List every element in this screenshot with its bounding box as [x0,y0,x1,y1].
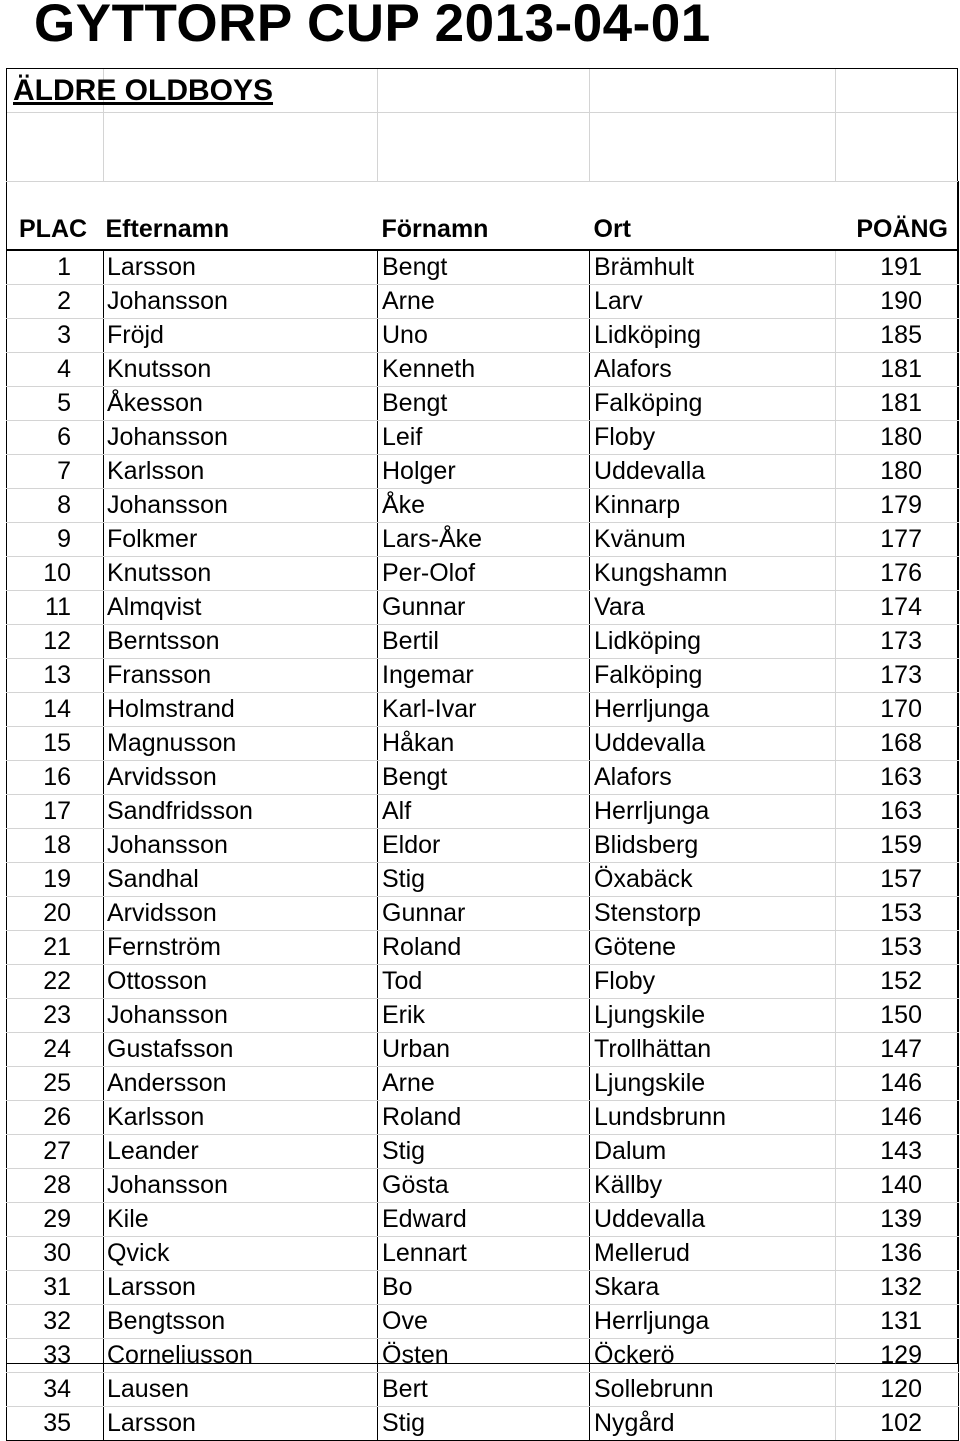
cell-plac: 15 [7,726,104,760]
cell-points: 120 [836,1372,959,1406]
table-row [7,896,959,930]
cell-points: 177 [836,522,959,556]
cell-first-name: Östen [378,1338,590,1372]
cell-city: Kungshamn [590,556,836,590]
cell-points: 173 [836,658,959,692]
cell-points: 152 [836,964,959,998]
cell-first-name: Per-Olof [378,556,590,590]
cell-plac: 23 [7,998,104,1032]
cell-plac: 19 [7,862,104,896]
table-row [7,386,959,420]
cell-first-name: Tod [378,964,590,998]
cell-city: Herrljunga [590,1304,836,1338]
cell-plac: 29 [7,1202,104,1236]
table-row [7,692,959,726]
cell-city: Uddevalla [590,726,836,760]
cell-points: 139 [836,1202,959,1236]
cell-points: 179 [836,488,959,522]
cell-city: Brämhult [590,250,836,285]
cell-first-name: Urban [378,1032,590,1066]
col-header-last-name: Efternamn [104,182,378,250]
cell-first-name: Bertil [378,624,590,658]
cell-plac: 8 [7,488,104,522]
table-row [7,1304,959,1338]
cell-plac: 14 [7,692,104,726]
cell-city: Lidköping [590,318,836,352]
table-row [7,930,959,964]
cell-points: 180 [836,454,959,488]
cell-plac: 10 [7,556,104,590]
cell-plac: 3 [7,318,104,352]
cell-points: 146 [836,1100,959,1134]
col-header-points: POÄNG [836,182,959,250]
cell-plac: 20 [7,896,104,930]
cell-points: 157 [836,862,959,896]
cell-last-name: Johansson [104,998,378,1032]
cell-first-name: Stig [378,862,590,896]
cell-points: 176 [836,556,959,590]
cell-points: 153 [836,930,959,964]
cell-first-name: Karl-Ivar [378,692,590,726]
cell-city: Uddevalla [590,1202,836,1236]
cell-last-name: Kile [104,1202,378,1236]
cell-points: 185 [836,318,959,352]
cell-last-name: Karlsson [104,454,378,488]
cell-plac: 12 [7,624,104,658]
cell-city: Lidköping [590,624,836,658]
cell-first-name: Lars-Åke [378,522,590,556]
cell-last-name: Johansson [104,284,378,318]
cell-city: Vara [590,590,836,624]
table-row [7,828,959,862]
cell-points: 140 [836,1168,959,1202]
cell-last-name: Berntsson [104,624,378,658]
cell-points: 190 [836,284,959,318]
table-row [7,1270,959,1304]
cell-plac: 18 [7,828,104,862]
cell-plac: 31 [7,1270,104,1304]
col-header-first-name: Förnamn [378,182,590,250]
cell-points: 163 [836,760,959,794]
cell-last-name: Karlsson [104,1100,378,1134]
cell-last-name: Leander [104,1134,378,1168]
cell-last-name: Knutsson [104,352,378,386]
cell-plac: 35 [7,1406,104,1440]
table-row [7,590,959,624]
cell-last-name: Johansson [104,1168,378,1202]
cell-first-name: Edward [378,1202,590,1236]
cell-city: Stenstorp [590,896,836,930]
cell-first-name: Arne [378,284,590,318]
cell-last-name: Gustafsson [104,1032,378,1066]
header-row [7,182,959,250]
cell-city: Alafors [590,352,836,386]
cell-city: Kvänum [590,522,836,556]
cell-points: 181 [836,352,959,386]
cell-last-name: Larsson [104,1270,378,1304]
table-row [7,1032,959,1066]
cell-last-name: Larsson [104,1406,378,1440]
cell-city: Blidsberg [590,828,836,862]
cell-last-name: Johansson [104,488,378,522]
table-row [7,1066,959,1100]
cell-city: Dalum [590,1134,836,1168]
cell-last-name: Larsson [104,250,378,285]
cell-last-name: Arvidsson [104,896,378,930]
cell-points: 168 [836,726,959,760]
cell-points: 180 [836,420,959,454]
cell-last-name: Folkmer [104,522,378,556]
cell-first-name: Håkan [378,726,590,760]
cell-city: Ljungskile [590,998,836,1032]
cell-points: 136 [836,1236,959,1270]
table-row [7,488,959,522]
section-heading: ÄLDRE OLDBOYS [13,74,274,107]
cell-plac: 21 [7,930,104,964]
cell-first-name: Erik [378,998,590,1032]
cell-plac: 25 [7,1066,104,1100]
cell-points: 159 [836,828,959,862]
cell-city: Floby [590,420,836,454]
gridline [589,69,590,182]
col-header-city: Ort [590,182,836,250]
table-row [7,998,959,1032]
table-row [7,1168,959,1202]
cell-first-name: Roland [378,1100,590,1134]
cell-last-name: Sandfridsson [104,794,378,828]
cell-points: 173 [836,624,959,658]
cell-city: Alafors [590,760,836,794]
cell-first-name: Bo [378,1270,590,1304]
cell-points: 143 [836,1134,959,1168]
cell-city: Lundsbrunn [590,1100,836,1134]
cell-city: Källby [590,1168,836,1202]
cell-city: Skara [590,1270,836,1304]
cell-last-name: Knutsson [104,556,378,590]
cell-city: Falköping [590,658,836,692]
cell-plac: 5 [7,386,104,420]
cell-points: 132 [836,1270,959,1304]
table-row [7,1338,959,1372]
cell-first-name: Arne [378,1066,590,1100]
cell-plac: 9 [7,522,104,556]
cell-first-name: Eldor [378,828,590,862]
gridline [377,69,378,182]
cell-first-name: Alf [378,794,590,828]
cell-plac: 4 [7,352,104,386]
cell-city: Falköping [590,386,836,420]
cell-last-name: Fransson [104,658,378,692]
cell-city: Sollebrunn [590,1372,836,1406]
table-row [7,284,959,318]
cell-points: 163 [836,794,959,828]
table-row [7,1100,959,1134]
results-body [7,250,959,1441]
cell-last-name: Johansson [104,828,378,862]
cell-points: 147 [836,1032,959,1066]
cell-last-name: Andersson [104,1066,378,1100]
cell-last-name: Ottosson [104,964,378,998]
cell-city: Mellerud [590,1236,836,1270]
table-row [7,556,959,590]
cell-city: Trollhättan [590,1032,836,1066]
cell-plac: 6 [7,420,104,454]
table-row [7,760,959,794]
table-row [7,522,959,556]
table-row [7,352,959,386]
cell-points: 131 [836,1304,959,1338]
table-row [7,454,959,488]
table-row [7,420,959,454]
cell-last-name: Fernström [104,930,378,964]
gridline [7,112,957,113]
table-row [7,318,959,352]
cell-city: Öckerö [590,1338,836,1372]
cell-city: Uddevalla [590,454,836,488]
cell-first-name: Ove [378,1304,590,1338]
cell-city: Floby [590,964,836,998]
cell-first-name: Bengt [378,250,590,285]
cell-last-name: Magnusson [104,726,378,760]
results-table [6,181,959,1441]
cell-first-name: Gösta [378,1168,590,1202]
cell-first-name: Gunnar [378,896,590,930]
cell-plac: 30 [7,1236,104,1270]
table-row [7,862,959,896]
table-row [7,1202,959,1236]
cell-last-name: Bengtsson [104,1304,378,1338]
cell-first-name: Roland [378,930,590,964]
gridline [835,69,836,182]
cell-points: 129 [836,1338,959,1372]
cell-first-name: Stig [378,1406,590,1440]
cell-city: Herrljunga [590,794,836,828]
table-row [7,1134,959,1168]
cell-plac: 2 [7,284,104,318]
cell-plac: 17 [7,794,104,828]
cell-first-name: Leif [378,420,590,454]
cell-points: 174 [836,590,959,624]
cell-points: 102 [836,1406,959,1440]
cell-first-name: Bert [378,1372,590,1406]
cell-points: 146 [836,1066,959,1100]
cell-points: 191 [836,250,959,285]
cell-plac: 1 [7,250,104,285]
cell-plac: 11 [7,590,104,624]
cell-last-name: Qvick [104,1236,378,1270]
cell-city: Ljungskile [590,1066,836,1100]
cell-plac: 24 [7,1032,104,1066]
cell-first-name: Bengt [378,760,590,794]
cell-plac: 16 [7,760,104,794]
cell-first-name: Stig [378,1134,590,1168]
cell-plac: 28 [7,1168,104,1202]
cell-plac: 34 [7,1372,104,1406]
cell-city: Götene [590,930,836,964]
cell-first-name: Bengt [378,386,590,420]
cell-city: Larv [590,284,836,318]
cell-first-name: Uno [378,318,590,352]
cell-points: 150 [836,998,959,1032]
cell-first-name: Ingemar [378,658,590,692]
table-row [7,1406,959,1440]
cell-city: Herrljunga [590,692,836,726]
table-row [7,1236,959,1270]
cell-plac: 26 [7,1100,104,1134]
table-row [7,964,959,998]
cell-last-name: Arvidsson [104,760,378,794]
cell-last-name: Corneliusson [104,1338,378,1372]
cell-first-name: Holger [378,454,590,488]
table-row [7,624,959,658]
cell-plac: 32 [7,1304,104,1338]
cell-points: 153 [836,896,959,930]
page-title: GYTTORP CUP 2013-04-01 [34,0,711,53]
table-row [7,794,959,828]
cell-city: Öxabäck [590,862,836,896]
cell-points: 181 [836,386,959,420]
cell-first-name: Gunnar [378,590,590,624]
cell-plac: 33 [7,1338,104,1372]
results-sheet [6,68,958,1437]
cell-city: Nygård [590,1406,836,1440]
cell-last-name: Fröjd [104,318,378,352]
cell-points: 170 [836,692,959,726]
cell-last-name: Holmstrand [104,692,378,726]
cell-last-name: Johansson [104,420,378,454]
cell-first-name: Kenneth [378,352,590,386]
cell-plac: 13 [7,658,104,692]
cell-last-name: Almqvist [104,590,378,624]
table-row [7,250,959,285]
cell-last-name: Åkesson [104,386,378,420]
cell-last-name: Lausen [104,1372,378,1406]
cell-last-name: Sandhal [104,862,378,896]
table-row [7,726,959,760]
table-row [7,658,959,692]
cell-first-name: Åke [378,488,590,522]
cell-city: Kinnarp [590,488,836,522]
cell-plac: 7 [7,454,104,488]
cell-first-name: Lennart [378,1236,590,1270]
cell-plac: 22 [7,964,104,998]
table-row [7,1372,959,1406]
col-header-plac: PLAC [7,182,104,250]
cell-plac: 27 [7,1134,104,1168]
